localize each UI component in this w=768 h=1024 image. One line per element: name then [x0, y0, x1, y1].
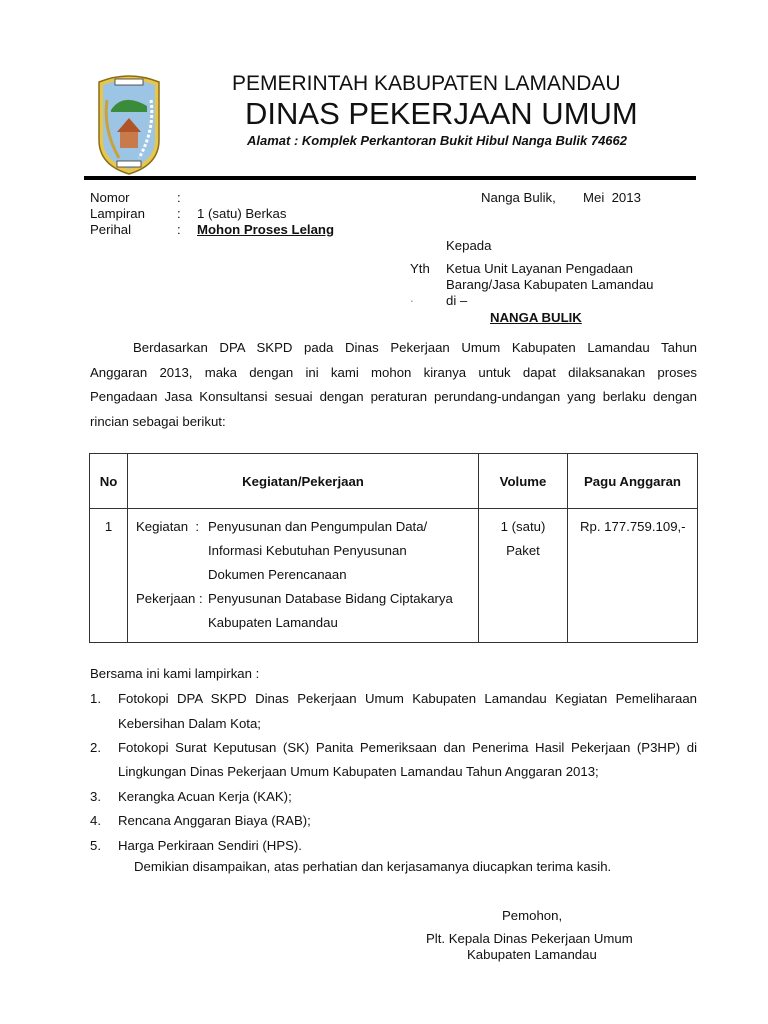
list-item: Lingkungan Dinas Pekerjaan Umum Kabupaten Lamandau Tahun Anggaran 2013; [118, 764, 599, 779]
kepada: Kepada [446, 238, 492, 253]
cell-pagu: Rp. 177.759.109,- [568, 509, 698, 643]
lampiran-value: 1 (satu) Berkas [197, 206, 287, 221]
body-line: Pengadaan Jasa Konsultansi sesuai dengan peraturan perundang-undangan yang berlaku dengan [90, 389, 697, 404]
list-number: 3. [90, 789, 101, 804]
header-volume: Volume [479, 454, 568, 509]
perihal-value: Mohon Proses Lelang [197, 222, 335, 237]
header-government: PEMERINTAH KABUPATEN LAMANDAU [232, 72, 621, 95]
list-number: 1. [90, 691, 101, 706]
cell-volume [479, 509, 568, 643]
attachments-intro: Bersama ini kami lampirkan : [90, 666, 260, 681]
header-address: Alamat : Komplek Perkantoran Bukit Hibul Nanga Bulik 74662 [247, 133, 627, 148]
list-number: 5. [90, 838, 101, 853]
kegiatan-label: Kegiatan : [136, 519, 200, 534]
volume-line: 1 (satu) [500, 519, 546, 534]
nomor-label: Nomor [90, 190, 130, 205]
body-line: Anggaran 2013, maka dengan ini kami mohon kiranya untuk dapat dilaksanakan proses [90, 365, 697, 380]
pekerjaan-text: Penyusunan Database Bidang Ciptakarya [208, 591, 453, 606]
volume-line: Paket [506, 543, 540, 558]
list-item: Kerangka Acuan Kerja (KAK); [118, 789, 292, 804]
signature-title: Plt. Kepala Dinas Pekerjaan Umum [426, 931, 633, 946]
header-kegiatan: Kegiatan/Pekerjaan [128, 454, 479, 509]
list-item: Rencana Anggaran Biaya (RAB); [118, 813, 311, 828]
pekerjaan-label: Pekerjaan : [136, 591, 203, 606]
list-number: 2. [90, 740, 101, 755]
regency-emblem-logo [93, 70, 165, 175]
header-divider [84, 176, 696, 180]
recipient-city: NANGA BULIK [490, 310, 582, 325]
body-line: Berdasarkan DPA SKPD pada Dinas Pekerjaan Umum Kabupaten Lamandau Tahun [133, 340, 697, 355]
list-item: Harga Perkiraan Sendiri (HPS). [118, 838, 302, 853]
colon: : [177, 206, 181, 221]
header-no: No [90, 454, 128, 509]
list-number: 4. [90, 813, 101, 828]
cell-no: 1 [90, 509, 128, 643]
list-item: Fotokopi Surat Keputusan (SK) Panita Pemeriksaan dan Penerima Hasil Pekerjaan (P3HP) di [118, 740, 697, 755]
colon: : [177, 222, 181, 237]
activity-table [89, 453, 698, 643]
recipient-line3: di – [446, 293, 468, 308]
dot: . [410, 290, 414, 305]
closing: Demikian disampaikan, atas perhatian dan kerjasamanya diucapkan terima kasih. [134, 859, 612, 874]
perihal-label: Perihal [90, 222, 132, 237]
place: Nanga Bulik, [481, 190, 556, 205]
kegiatan-text: Penyusunan dan Pengumpulan Data/ [208, 519, 428, 534]
colon: : [177, 190, 181, 205]
kegiatan-text: Informasi Kebutuhan Penyusunan [208, 543, 407, 558]
kegiatan-text: Dokumen Perencanaan [208, 567, 347, 582]
yth: Yth [410, 261, 430, 276]
cell-kegiatan [128, 509, 479, 643]
list-item: Fotokopi DPA SKPD Dinas Pekerjaan Umum Kabupaten Lamandau Kegiatan Pemeliharaan [118, 691, 697, 706]
table-header-row [90, 454, 698, 509]
body-line: rincian sebagai berikut: [90, 414, 226, 429]
recipient-line1: Ketua Unit Layanan Pengadaan [446, 261, 633, 276]
date: Mei 2013 [583, 190, 641, 205]
signature-pemohon: Pemohon, [502, 908, 563, 923]
list-item: Kebersihan Dalam Kota; [118, 716, 261, 731]
pekerjaan-text: Kabupaten Lamandau [208, 615, 338, 630]
lampiran-label: Lampiran [90, 206, 145, 221]
table-row [90, 509, 698, 643]
recipient-line2: Barang/Jasa Kabupaten Lamandau [446, 277, 654, 292]
header-pagu: Pagu Anggaran [568, 454, 698, 509]
header-agency: DINAS PEKERJAAN UMUM [245, 96, 638, 131]
signature-region: Kabupaten Lamandau [467, 947, 597, 962]
